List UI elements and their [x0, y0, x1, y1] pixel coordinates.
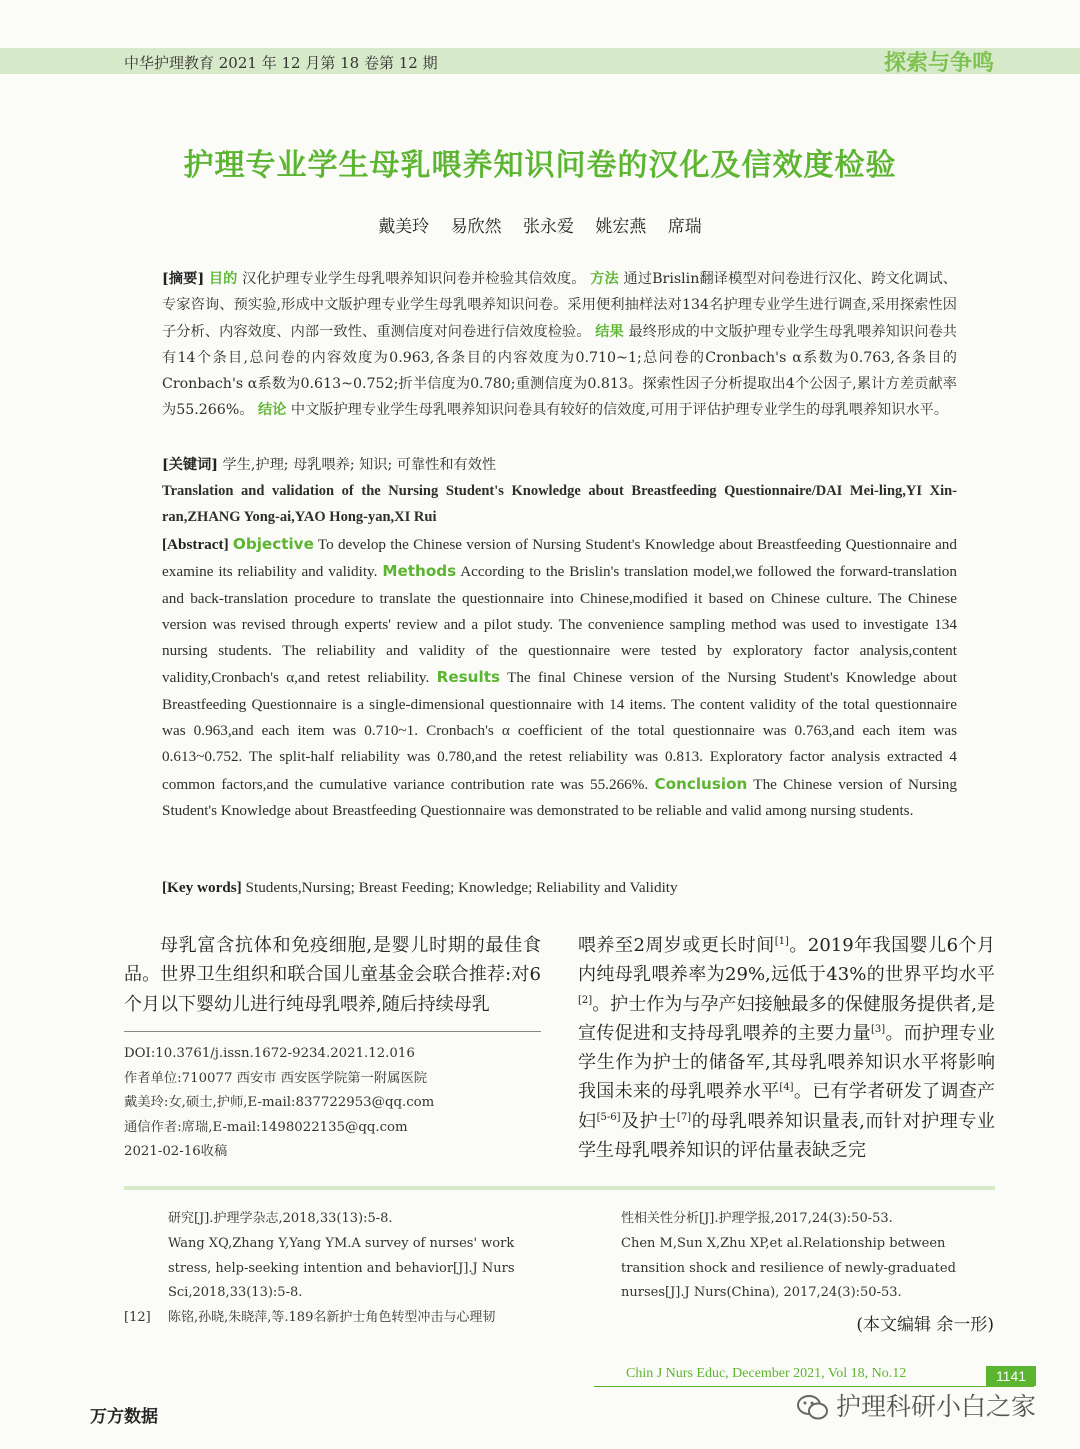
reference-line: 研究[J].护理学杂志,2018,33(13):5-8. [168, 1211, 393, 1226]
body-text: 。2019年我国婴儿6个月内纯母乳喂养率为29%,远低于43%的世界平均水平 [578, 935, 995, 986]
author: 姚宏燕 [595, 217, 647, 237]
author: 戴美玲 [378, 217, 430, 237]
body-text: 及护士 [620, 1110, 677, 1132]
wechat-account-name: 护理科研小白之家 [836, 1392, 1037, 1421]
editor-note: (本文编辑 余一形) [856, 1315, 994, 1335]
reference-line: Chen M,Sun X,Zhu XP,et al.Relationship between transition shock and resilience of newly-graduated nurses[J].J Nurs(China), 2017,24(3):50-53. [621, 1235, 956, 1301]
citation[interactable]: [1] [774, 936, 789, 947]
objective-text: To develop the Chinese version of Nursing Student's Knowledge about Breastfeeding Questionnaire and examine its reliability and validity. [162, 536, 957, 581]
keywords-label: [关键词] [162, 457, 218, 473]
footnote-divider [124, 1031, 541, 1032]
body-text: 。已有学者研发了调查产妇 [578, 1081, 996, 1132]
results-text: 最终形成的中文版护理专业学生母乳喂养知识问卷共有14个条目,总问卷的内容效度为0.963,各条目的内容效度为0.710~1;总问卷的Cronbach's α系数为0.763,各条目的Cronbach's α系数为0.613~0.752;折半信度为0.780;重测信度为0.813。探索性因子分析提取出4个公因子,累计方差贡献率为55.266%。 [162, 323, 957, 419]
objective-text: 汉化护理专业学生母乳喂养知识问卷并检验其信效度。 [242, 271, 586, 287]
conclusion-text: The Chinese version of Nursing Student's Knowledge about Breastfeeding Questionnaire was demonstrated to be reliable and valid among nursing students. [162, 775, 957, 819]
english-abstract [162, 531, 957, 824]
reference-line: Wang XQ,Zhang Y,Yang YM.A survey of nurses' work stress, help-seeking intention and behavior[J].J Nurs Sci,2018,33(13):5-8. [168, 1235, 515, 1301]
conclusion-label: Conclusion [654, 774, 748, 793]
methods-label: Methods [382, 562, 457, 581]
keywords-text: Students,Nursing; Breast Feeding; Knowledge; Reliability and Validity [245, 879, 678, 896]
results-label: Results [436, 668, 500, 687]
reference-line: 性相关性分析[J].护理学报,2017,24(3):50-53. [621, 1211, 893, 1226]
body-text: 的母乳喂养知识量表,而针对护理专业学生母乳喂养知识的评估量表缺乏完 [578, 1110, 996, 1162]
wechat-watermark [796, 1387, 1036, 1423]
body-text: 。护士作为与孕产妇接触最多的保健服务提供者,是宣传促进和支持母乳喂养的主要力量 [578, 993, 995, 1044]
reference-number: [12] [124, 1310, 151, 1326]
first-author-info: 戴美玲:女,硕士,护师,E-mail:837722953@qq.com [124, 1095, 435, 1110]
body-text: 喂养至2周岁或更长时间 [578, 935, 775, 956]
abstract-label: [摘要] [162, 271, 205, 287]
english-keywords [162, 875, 957, 901]
author-list [0, 212, 1080, 237]
methods-text: According to the Brislin's translation model,we followed the forward-translation and back-translation procedure to translate the questionnaire into Chinese,modified it based on Chinese culture. The Chinese version was revised through experts' review and a pilot study. The convenience sampling method was used to investigate 134 nursing students. The reliability and validity of the questionnaire were tested by exploratory factor analysis,content validity,Cronbach's α,and retest reliability. [162, 563, 957, 687]
citation[interactable]: [3] [870, 1023, 886, 1035]
wanfang-watermark: 万方数据 [90, 1407, 158, 1427]
section-label: 探索与争鸣 [883, 51, 994, 76]
corresponding-author: 通信作者:席瑞,E-mail:1498022135@qq.com [124, 1119, 408, 1135]
footer-journal: Chin J Nurs Educ, December 2021, Vol 18, No.12 [626, 1366, 907, 1381]
methods-label: 方法 [590, 271, 619, 287]
results-label: 结果 [595, 323, 624, 340]
objective-label: 目的 [208, 271, 238, 287]
citation[interactable]: [7] [676, 1111, 692, 1123]
citation[interactable]: [4] [779, 1082, 794, 1094]
keywords-text: 学生,护理; 母乳喂养; 知识; 可靠性和有效性 [222, 457, 497, 473]
doi[interactable]: DOI:10.3761/j.issn.1672-9234.2021.12.016 [124, 1046, 415, 1061]
wechat-icon [796, 1393, 830, 1423]
journal-header: 中华护理教育 2021 年 12 月第 18 卷第 12 期 [124, 54, 438, 72]
author: 席瑞 [667, 217, 702, 237]
references-right [621, 1207, 995, 1306]
chinese-keywords [162, 452, 957, 478]
article-title: 护理专业学生母乳喂养知识问卷的汉化及信效度检验 [183, 148, 897, 183]
article-metadata [124, 1042, 544, 1165]
received-date: 2021-02-16收稿 [124, 1144, 228, 1159]
abstract-label: [Abstract] [162, 536, 229, 553]
objective-label: Objective [232, 535, 314, 553]
author: 易欣然 [450, 217, 502, 237]
page-number: 1141 [986, 1366, 1036, 1386]
body-right-column [578, 931, 995, 1165]
conclusion-label: 结论 [258, 402, 287, 419]
citation[interactable]: [2] [578, 994, 593, 1006]
reference-line: 陈铭,孙晓,朱晓萍,等.189名新护士角色转型冲击与心理韧 [168, 1310, 496, 1326]
conclusion-text: 中文版护理专业学生母乳喂养知识问卷具有较好的信效度,可用于评估护理专业学生的母乳喂养知识水平。 [290, 402, 949, 419]
references-left [124, 1207, 542, 1331]
body-left-column: 母乳富含抗体和免疫细胞,是婴儿时期的最佳食品。世界卫生组织和联合国儿童基金会联合推荐:对6个月以下婴幼儿进行纯母乳喂养,随后持续母乳 [124, 935, 541, 1015]
body-text: 。而护理专业学生作为护士的储备军,其母乳喂养知识水平将影响我国未来的母乳喂养水平 [578, 1022, 996, 1103]
references-divider [124, 1186, 995, 1190]
keywords-label: [Key words] [162, 879, 242, 896]
citation[interactable]: [5-6] [596, 1111, 621, 1123]
english-title: Translation and validation of the Nursing Student's Knowledge about Breastfeeding Questionnaire/DAI Mei-ling,YI Xin-ran,ZHANG Yong-ai,YAO Hong-yan,XI Rui [162, 483, 957, 526]
chinese-abstract [162, 266, 957, 424]
affiliation: 作者单位:710077 西安市 西安医学院第一附属医院 [124, 1070, 428, 1086]
results-text: The final Chinese version of the Nursing Student's Knowledge about Breastfeeding Questionnaire is a single-dimensional questionnaire with 14 items. The content validity of the total questionnaire was 0.963,and each item was 0.710~1. Cronbach's α coefficient of the total questionnaire was 0.763,and each item was 0.613~0.752. The split-half reliability was 0.780,and the retest reliability was 0.813. Exploratory factor analysis extracted 4 common factors,and the cumulative variance contribution rate was 55.266%. [162, 669, 958, 793]
reference-entry [124, 1306, 542, 1331]
author: 张永爱 [523, 217, 574, 237]
methods-text: 通过Brislin翻译模型对问卷进行汉化、跨文化调试、专家咨询、预实验,形成中文版护理专业学生母乳喂养知识问卷。采用便利抽样法对134名护理专业学生进行调查,采用探索性因子分析、内容效度、内部一致性、重测信度对问卷进行信效度检验。 [162, 271, 957, 340]
